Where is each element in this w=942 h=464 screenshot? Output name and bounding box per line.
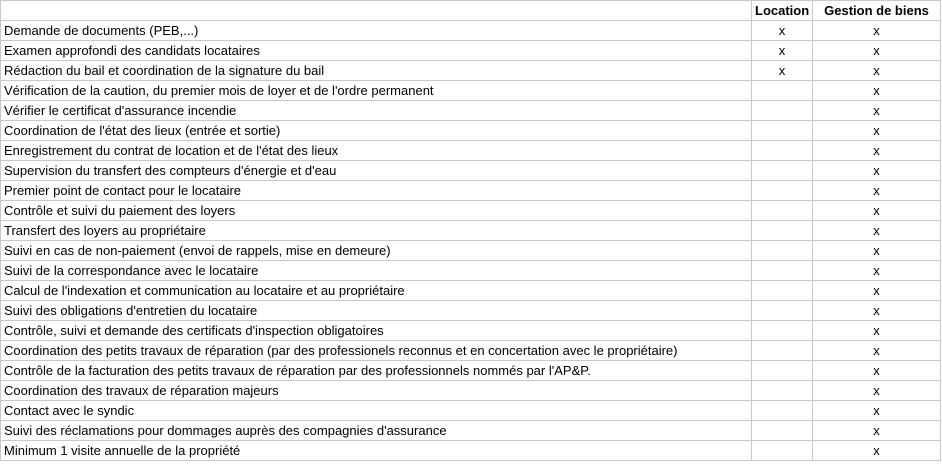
table-row bbox=[1, 381, 941, 401]
gestion-cell[interactable]: x bbox=[813, 141, 941, 161]
table-row bbox=[1, 221, 941, 241]
gestion-cell[interactable]: x bbox=[813, 101, 941, 121]
task-cell[interactable]: Enregistrement du contrat de location et de l'état des lieux bbox=[1, 141, 752, 161]
location-cell[interactable] bbox=[752, 121, 813, 141]
location-cell[interactable] bbox=[752, 381, 813, 401]
table-row bbox=[1, 21, 941, 41]
gestion-cell[interactable]: x bbox=[813, 301, 941, 321]
table-row bbox=[1, 121, 941, 141]
table-row bbox=[1, 341, 941, 361]
location-cell[interactable]: x bbox=[752, 21, 813, 41]
gestion-cell[interactable]: x bbox=[813, 441, 941, 461]
task-cell[interactable]: Suivi de la correspondance avec le locataire bbox=[1, 261, 752, 281]
task-cell[interactable]: Premier point de contact pour le locataire bbox=[1, 181, 752, 201]
table-row bbox=[1, 441, 941, 461]
location-cell[interactable] bbox=[752, 261, 813, 281]
table-row bbox=[1, 421, 941, 441]
table-row bbox=[1, 261, 941, 281]
table-row bbox=[1, 201, 941, 221]
header-task[interactable] bbox=[1, 1, 752, 21]
gestion-cell[interactable]: x bbox=[813, 201, 941, 221]
table-body bbox=[1, 21, 941, 461]
header-location[interactable]: Location bbox=[752, 1, 813, 21]
table-row bbox=[1, 161, 941, 181]
task-cell[interactable]: Vérifier le certificat d'assurance incendie bbox=[1, 101, 752, 121]
gestion-cell[interactable]: x bbox=[813, 81, 941, 101]
task-cell[interactable]: Minimum 1 visite annuelle de la propriété bbox=[1, 441, 752, 461]
location-cell[interactable] bbox=[752, 441, 813, 461]
header-row bbox=[1, 1, 941, 21]
location-cell[interactable] bbox=[752, 281, 813, 301]
location-cell[interactable] bbox=[752, 361, 813, 381]
table-row bbox=[1, 81, 941, 101]
gestion-cell[interactable]: x bbox=[813, 21, 941, 41]
location-cell[interactable] bbox=[752, 341, 813, 361]
task-cell[interactable]: Supervision du transfert des compteurs d'énergie et d'eau bbox=[1, 161, 752, 181]
gestion-cell[interactable]: x bbox=[813, 421, 941, 441]
gestion-cell[interactable]: x bbox=[813, 121, 941, 141]
task-cell[interactable]: Transfert des loyers au propriétaire bbox=[1, 221, 752, 241]
location-cell[interactable] bbox=[752, 141, 813, 161]
task-cell[interactable]: Calcul de l'indexation et communication au locataire et au propriétaire bbox=[1, 281, 752, 301]
table-row bbox=[1, 241, 941, 261]
header-gestion[interactable]: Gestion de biens bbox=[813, 1, 941, 21]
table-row bbox=[1, 401, 941, 421]
gestion-cell[interactable]: x bbox=[813, 381, 941, 401]
location-cell[interactable] bbox=[752, 81, 813, 101]
gestion-cell[interactable]: x bbox=[813, 41, 941, 61]
location-cell[interactable]: x bbox=[752, 41, 813, 61]
location-cell[interactable] bbox=[752, 221, 813, 241]
gestion-cell[interactable]: x bbox=[813, 181, 941, 201]
table-row bbox=[1, 321, 941, 341]
task-cell[interactable]: Contrôle et suivi du paiement des loyers bbox=[1, 201, 752, 221]
gestion-cell[interactable]: x bbox=[813, 241, 941, 261]
location-cell[interactable] bbox=[752, 241, 813, 261]
task-cell[interactable]: Examen approfondi des candidats locataires bbox=[1, 41, 752, 61]
task-cell[interactable]: Vérification de la caution, du premier mois de loyer et de l'ordre permanent bbox=[1, 81, 752, 101]
task-cell[interactable]: Suivi des réclamations pour dommages auprès des compagnies d'assurance bbox=[1, 421, 752, 441]
table-row bbox=[1, 301, 941, 321]
task-cell[interactable]: Contact avec le syndic bbox=[1, 401, 752, 421]
gestion-cell[interactable]: x bbox=[813, 361, 941, 381]
location-cell[interactable] bbox=[752, 301, 813, 321]
table-row bbox=[1, 41, 941, 61]
gestion-cell[interactable]: x bbox=[813, 281, 941, 301]
task-cell[interactable]: Coordination des petits travaux de réparation (par des professionels reconnus et en concertation avec le propriétaire) bbox=[1, 341, 752, 361]
gestion-cell[interactable]: x bbox=[813, 341, 941, 361]
task-cell[interactable]: Contrôle, suivi et demande des certificats d'inspection obligatoires bbox=[1, 321, 752, 341]
task-cell[interactable]: Coordination de l'état des lieux (entrée et sortie) bbox=[1, 121, 752, 141]
table-row bbox=[1, 141, 941, 161]
table-row bbox=[1, 281, 941, 301]
table-row bbox=[1, 361, 941, 381]
location-cell[interactable] bbox=[752, 401, 813, 421]
task-cell[interactable]: Coordination des travaux de réparation majeurs bbox=[1, 381, 752, 401]
location-cell[interactable]: x bbox=[752, 61, 813, 81]
location-cell[interactable] bbox=[752, 161, 813, 181]
table-row bbox=[1, 61, 941, 81]
gestion-cell[interactable]: x bbox=[813, 261, 941, 281]
location-cell[interactable] bbox=[752, 181, 813, 201]
table-row bbox=[1, 101, 941, 121]
task-cell[interactable]: Rédaction du bail et coordination de la signature du bail bbox=[1, 61, 752, 81]
gestion-cell[interactable]: x bbox=[813, 401, 941, 421]
task-cell[interactable]: Suivi des obligations d'entretien du locataire bbox=[1, 301, 752, 321]
location-cell[interactable] bbox=[752, 201, 813, 221]
task-cell[interactable]: Suivi en cas de non-paiement (envoi de rappels, mise en demeure) bbox=[1, 241, 752, 261]
task-cell[interactable]: Demande de documents (PEB,...) bbox=[1, 21, 752, 41]
table-row bbox=[1, 181, 941, 201]
gestion-cell[interactable]: x bbox=[813, 161, 941, 181]
gestion-cell[interactable]: x bbox=[813, 61, 941, 81]
location-cell[interactable] bbox=[752, 421, 813, 441]
gestion-cell[interactable]: x bbox=[813, 321, 941, 341]
task-cell[interactable]: Contrôle de la facturation des petits travaux de réparation par des professionnels nommés par l'AP&P. bbox=[1, 361, 752, 381]
location-cell[interactable] bbox=[752, 101, 813, 121]
gestion-cell[interactable]: x bbox=[813, 221, 941, 241]
location-cell[interactable] bbox=[752, 321, 813, 341]
